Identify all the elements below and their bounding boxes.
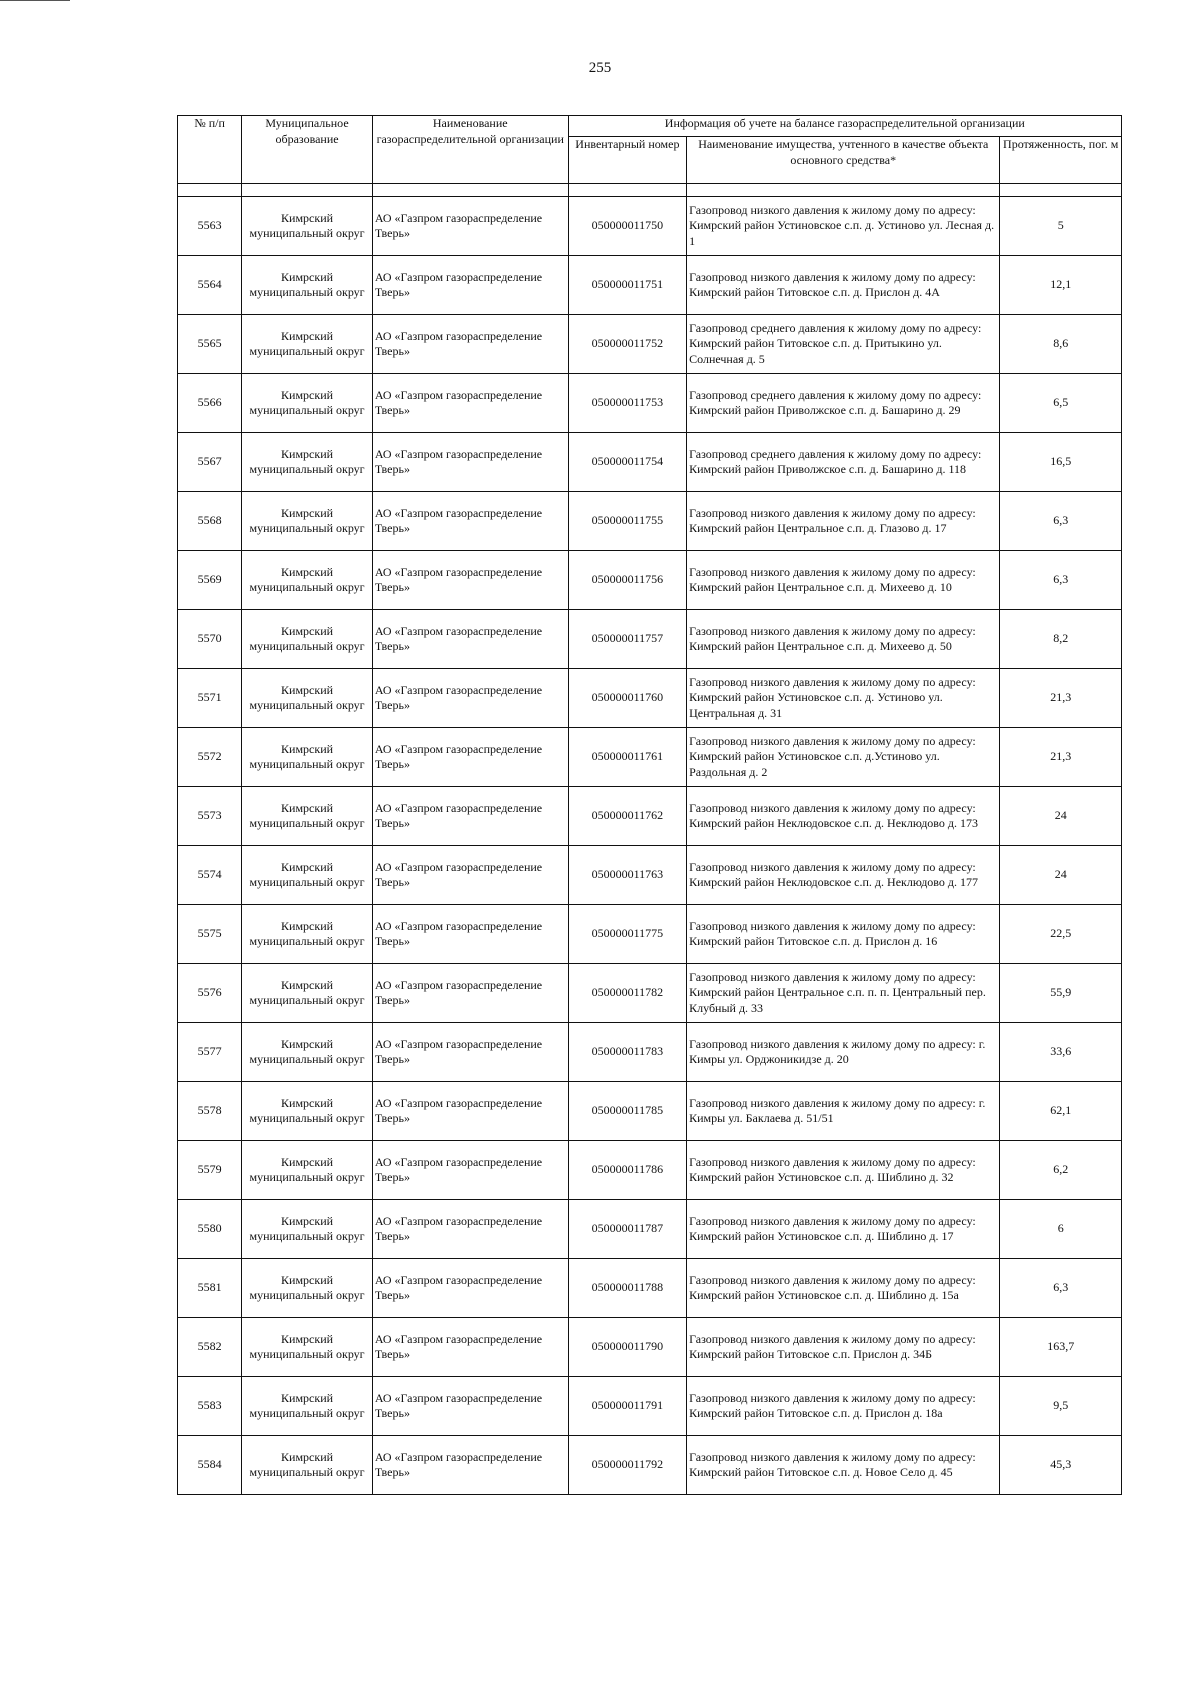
cell-length: 45,3: [1000, 1436, 1122, 1495]
cell-length: 24: [1000, 846, 1122, 905]
cell-municipality: Кимрский муниципальный округ: [242, 492, 373, 551]
cell-municipality: Кимрский муниципальный округ: [242, 1200, 373, 1259]
cell-num: 5565: [178, 315, 242, 374]
cell-asset: Газопровод низкого давления к жилому дому по адресу: Кимрский район Титовское с.п. д. Прислон д. 4А: [687, 256, 1000, 315]
cell-inventory: 050000011757: [568, 610, 686, 669]
cell-inventory: 050000011792: [568, 1436, 686, 1495]
table-row: [178, 728, 1122, 787]
cell-asset: Газопровод среднего давления к жилому дому по адресу: Кимрский район Титовское с.п. д. Притыкино ул. Солнечная д. 5: [687, 315, 1000, 374]
cell-num: 5570: [178, 610, 242, 669]
cell-organization: АО «Газпром газораспределение Тверь»: [372, 1377, 568, 1436]
cell-length: 22,5: [1000, 905, 1122, 964]
cell-length: 6,5: [1000, 374, 1122, 433]
cell-municipality: Кимрский муниципальный округ: [242, 433, 373, 492]
cell-inventory: 050000011763: [568, 846, 686, 905]
header-num: № п/п: [178, 116, 242, 184]
cell-length: 6: [1000, 1200, 1122, 1259]
cell-length: 21,3: [1000, 728, 1122, 787]
cell-num: 5574: [178, 846, 242, 905]
cell-num: 5578: [178, 1082, 242, 1141]
cell-inventory: 050000011786: [568, 1141, 686, 1200]
cell-inventory: 050000011751: [568, 256, 686, 315]
cell-num: 5581: [178, 1259, 242, 1318]
cell-asset: Газопровод низкого давления к жилому дому по адресу: Кимрский район Устиновское с.п. д. Устиново ул. Лесная д. 1: [687, 197, 1000, 256]
cell-asset: Газопровод низкого давления к жилому дому по адресу: Кимрский район Центральное с.п. д. Михеево д. 10: [687, 551, 1000, 610]
table-row: [178, 374, 1122, 433]
cell-municipality: Кимрский муниципальный округ: [242, 610, 373, 669]
cell-length: 6,3: [1000, 1259, 1122, 1318]
cell-municipality: Кимрский муниципальный округ: [242, 1259, 373, 1318]
table-body: [178, 197, 1122, 1495]
cell-inventory: 050000011782: [568, 964, 686, 1023]
cell-asset: Газопровод низкого давления к жилому дому по адресу: Кимрский район Неклюдовское с.п. д. Неклюдово д. 177: [687, 846, 1000, 905]
cell-num: 5584: [178, 1436, 242, 1495]
cell-organization: АО «Газпром газораспределение Тверь»: [372, 669, 568, 728]
cell-asset: Газопровод низкого давления к жилому дому по адресу: Кимрский район Неклюдовское с.п. д. Неклюдово д. 173: [687, 787, 1000, 846]
cell-inventory: 050000011791: [568, 1377, 686, 1436]
header-info-group: Информация об учете на балансе газораспределительной организации: [568, 116, 1121, 137]
cell-length: 9,5: [1000, 1377, 1122, 1436]
table-row: [178, 551, 1122, 610]
cell-num: 5563: [178, 197, 242, 256]
cell-length: 12,1: [1000, 256, 1122, 315]
cell-asset: Газопровод низкого давления к жилому дому по адресу: г. Кимры ул. Орджоникидзе д. 20: [687, 1023, 1000, 1082]
cell-organization: АО «Газпром газораспределение Тверь»: [372, 1318, 568, 1377]
table-row: [178, 669, 1122, 728]
table-row: [178, 787, 1122, 846]
cell-length: 6,2: [1000, 1141, 1122, 1200]
cell-organization: АО «Газпром газораспределение Тверь»: [372, 315, 568, 374]
table-row: [178, 964, 1122, 1023]
table-row: [178, 905, 1122, 964]
cell-num: 5567: [178, 433, 242, 492]
cell-organization: АО «Газпром газораспределение Тверь»: [372, 492, 568, 551]
cell-length: 21,3: [1000, 669, 1122, 728]
cell-asset: Газопровод низкого давления к жилому дому по адресу: Кимрский район Титовское с.п. Прислон д. 34Б: [687, 1318, 1000, 1377]
cell-asset: Газопровод среднего давления к жилому дому по адресу: Кимрский район Приволжское с.п. д. Башарино д. 118: [687, 433, 1000, 492]
cell-inventory: 050000011790: [568, 1318, 686, 1377]
cell-num: 5576: [178, 964, 242, 1023]
cell-municipality: Кимрский муниципальный округ: [242, 964, 373, 1023]
cell-length: 62,1: [1000, 1082, 1122, 1141]
cell-municipality: Кимрский муниципальный округ: [242, 197, 373, 256]
table-row: [178, 1259, 1122, 1318]
cell-inventory: 050000011788: [568, 1259, 686, 1318]
table-row: [178, 1377, 1122, 1436]
cell-num: 5569: [178, 551, 242, 610]
cell-length: 24: [1000, 787, 1122, 846]
cell-asset: Газопровод низкого давления к жилому дому по адресу: Кимрский район Центральное с.п. д. Михеево д. 50: [687, 610, 1000, 669]
cell-length: 6,3: [1000, 551, 1122, 610]
cell-municipality: Кимрский муниципальный округ: [242, 256, 373, 315]
cell-length: 6,3: [1000, 492, 1122, 551]
cell-municipality: Кимрский муниципальный округ: [242, 669, 373, 728]
table-row: [178, 197, 1122, 256]
table-row: [178, 1200, 1122, 1259]
cell-asset: Газопровод низкого давления к жилому дому по адресу: Кимрский район Устиновское с.п. д. Шиблино д. 15а: [687, 1259, 1000, 1318]
cell-municipality: Кимрский муниципальный округ: [242, 315, 373, 374]
cell-municipality: Кимрский муниципальный округ: [242, 1141, 373, 1200]
cell-length: 5: [1000, 197, 1122, 256]
cell-inventory: 050000011787: [568, 1200, 686, 1259]
cell-num: 5571: [178, 669, 242, 728]
cell-inventory: 050000011755: [568, 492, 686, 551]
cell-organization: АО «Газпром газораспределение Тверь»: [372, 551, 568, 610]
cell-num: 5583: [178, 1377, 242, 1436]
asset-register-table: [177, 115, 1122, 1495]
cell-num: 5572: [178, 728, 242, 787]
cell-organization: АО «Газпром газораспределение Тверь»: [372, 433, 568, 492]
cell-asset: Газопровод низкого давления к жилому дому по адресу: г. Кимры ул. Баклаева д. 51/51: [687, 1082, 1000, 1141]
table-row: [178, 256, 1122, 315]
cell-inventory: 050000011785: [568, 1082, 686, 1141]
scan-edge-line: [0, 0, 70, 1]
cell-municipality: Кимрский муниципальный округ: [242, 905, 373, 964]
cell-length: 8,6: [1000, 315, 1122, 374]
cell-asset: Газопровод низкого давления к жилому дому по адресу: Кимрский район Титовское с.п. д. Новое Село д. 45: [687, 1436, 1000, 1495]
cell-municipality: Кимрский муниципальный округ: [242, 1023, 373, 1082]
cell-organization: АО «Газпром газораспределение Тверь»: [372, 1082, 568, 1141]
cell-length: 33,6: [1000, 1023, 1122, 1082]
cell-municipality: Кимрский муниципальный округ: [242, 1377, 373, 1436]
cell-organization: АО «Газпром газораспределение Тверь»: [372, 1436, 568, 1495]
cell-asset: Газопровод низкого давления к жилому дому по адресу: Кимрский район Центральное с.п. п. п. Центральный пер. Клубный д. 33: [687, 964, 1000, 1023]
cell-municipality: Кимрский муниципальный округ: [242, 787, 373, 846]
cell-asset: Газопровод низкого давления к жилому дому по адресу: Кимрский район Устиновское с.п. д. Шиблино д. 32: [687, 1141, 1000, 1200]
cell-num: 5564: [178, 256, 242, 315]
cell-organization: АО «Газпром газораспределение Тверь»: [372, 610, 568, 669]
cell-organization: АО «Газпром газораспределение Тверь»: [372, 374, 568, 433]
cell-asset: Газопровод низкого давления к жилому дому по адресу: Кимрский район Устиновское с.п. д. Шиблино д. 17: [687, 1200, 1000, 1259]
cell-municipality: Кимрский муниципальный округ: [242, 846, 373, 905]
cell-organization: АО «Газпром газораспределение Тверь»: [372, 1141, 568, 1200]
header-asset: Наименование имущества, учтенного в качестве объекта основного средства*: [687, 137, 1000, 184]
cell-num: 5568: [178, 492, 242, 551]
cell-organization: АО «Газпром газораспределение Тверь»: [372, 846, 568, 905]
cell-asset: Газопровод низкого давления к жилому дому по адресу: Кимрский район Устиновское с.п. д. Устиново ул. Центральная д. 31: [687, 669, 1000, 728]
cell-inventory: 050000011761: [568, 728, 686, 787]
cell-length: 8,2: [1000, 610, 1122, 669]
table-row: [178, 1436, 1122, 1495]
cell-inventory: 050000011760: [568, 669, 686, 728]
cell-asset: Газопровод низкого давления к жилому дому по адресу: Кимрский район Устиновское с.п. д.Устиново ул. Раздольная д. 2: [687, 728, 1000, 787]
cell-inventory: 050000011775: [568, 905, 686, 964]
cell-length: 55,9: [1000, 964, 1122, 1023]
cell-num: 5573: [178, 787, 242, 846]
cell-inventory: 050000011750: [568, 197, 686, 256]
cell-municipality: Кимрский муниципальный округ: [242, 1082, 373, 1141]
cell-inventory: 050000011756: [568, 551, 686, 610]
table-row: [178, 433, 1122, 492]
cell-municipality: Кимрский муниципальный округ: [242, 1318, 373, 1377]
cell-organization: АО «Газпром газораспределение Тверь»: [372, 256, 568, 315]
cell-municipality: Кимрский муниципальный округ: [242, 1436, 373, 1495]
cell-inventory: 050000011762: [568, 787, 686, 846]
cell-num: 5580: [178, 1200, 242, 1259]
cell-organization: АО «Газпром газораспределение Тверь»: [372, 1023, 568, 1082]
cell-length: 16,5: [1000, 433, 1122, 492]
page-number: 255: [588, 60, 612, 76]
cell-inventory: 050000011753: [568, 374, 686, 433]
cell-num: 5566: [178, 374, 242, 433]
table-row: [178, 1082, 1122, 1141]
cell-organization: АО «Газпром газораспределение Тверь»: [372, 197, 568, 256]
cell-organization: АО «Газпром газораспределение Тверь»: [372, 1200, 568, 1259]
cell-asset: Газопровод низкого давления к жилому дому по адресу: Кимрский район Титовское с.п. д. Прислон д. 18а: [687, 1377, 1000, 1436]
header-organization: Наименование газораспределительной организации: [372, 116, 568, 184]
cell-num: 5579: [178, 1141, 242, 1200]
cell-inventory: 050000011752: [568, 315, 686, 374]
table-row: [178, 315, 1122, 374]
table-header: [178, 116, 1122, 197]
table-row: [178, 1141, 1122, 1200]
cell-asset: Газопровод низкого давления к жилому дому по адресу: Кимрский район Титовское с.п. д. Прислон д. 16: [687, 905, 1000, 964]
header-municipality: Муниципальное образование: [242, 116, 373, 184]
header-length: Протяженность, пог. м: [1000, 137, 1122, 184]
cell-organization: АО «Газпром газораспределение Тверь»: [372, 728, 568, 787]
cell-num: 5582: [178, 1318, 242, 1377]
cell-asset: Газопровод среднего давления к жилому дому по адресу: Кимрский район Приволжское с.п. д. Башарино д. 29: [687, 374, 1000, 433]
cell-organization: АО «Газпром газораспределение Тверь»: [372, 1259, 568, 1318]
cell-num: 5575: [178, 905, 242, 964]
cell-num: 5577: [178, 1023, 242, 1082]
cell-organization: АО «Газпром газораспределение Тверь»: [372, 964, 568, 1023]
table-row: [178, 492, 1122, 551]
cell-municipality: Кимрский муниципальный округ: [242, 551, 373, 610]
table-row: [178, 610, 1122, 669]
table-row: [178, 1318, 1122, 1377]
header-inventory: Инвентарный номер: [568, 137, 686, 184]
cell-inventory: 050000011754: [568, 433, 686, 492]
table-row: [178, 1023, 1122, 1082]
cell-inventory: 050000011783: [568, 1023, 686, 1082]
cell-organization: АО «Газпром газораспределение Тверь»: [372, 905, 568, 964]
cell-organization: АО «Газпром газораспределение Тверь»: [372, 787, 568, 846]
cell-length: 163,7: [1000, 1318, 1122, 1377]
cell-municipality: Кимрский муниципальный округ: [242, 374, 373, 433]
table-row: [178, 846, 1122, 905]
cell-asset: Газопровод низкого давления к жилому дому по адресу: Кимрский район Центральное с.п. д. Глазово д. 17: [687, 492, 1000, 551]
cell-municipality: Кимрский муниципальный округ: [242, 728, 373, 787]
